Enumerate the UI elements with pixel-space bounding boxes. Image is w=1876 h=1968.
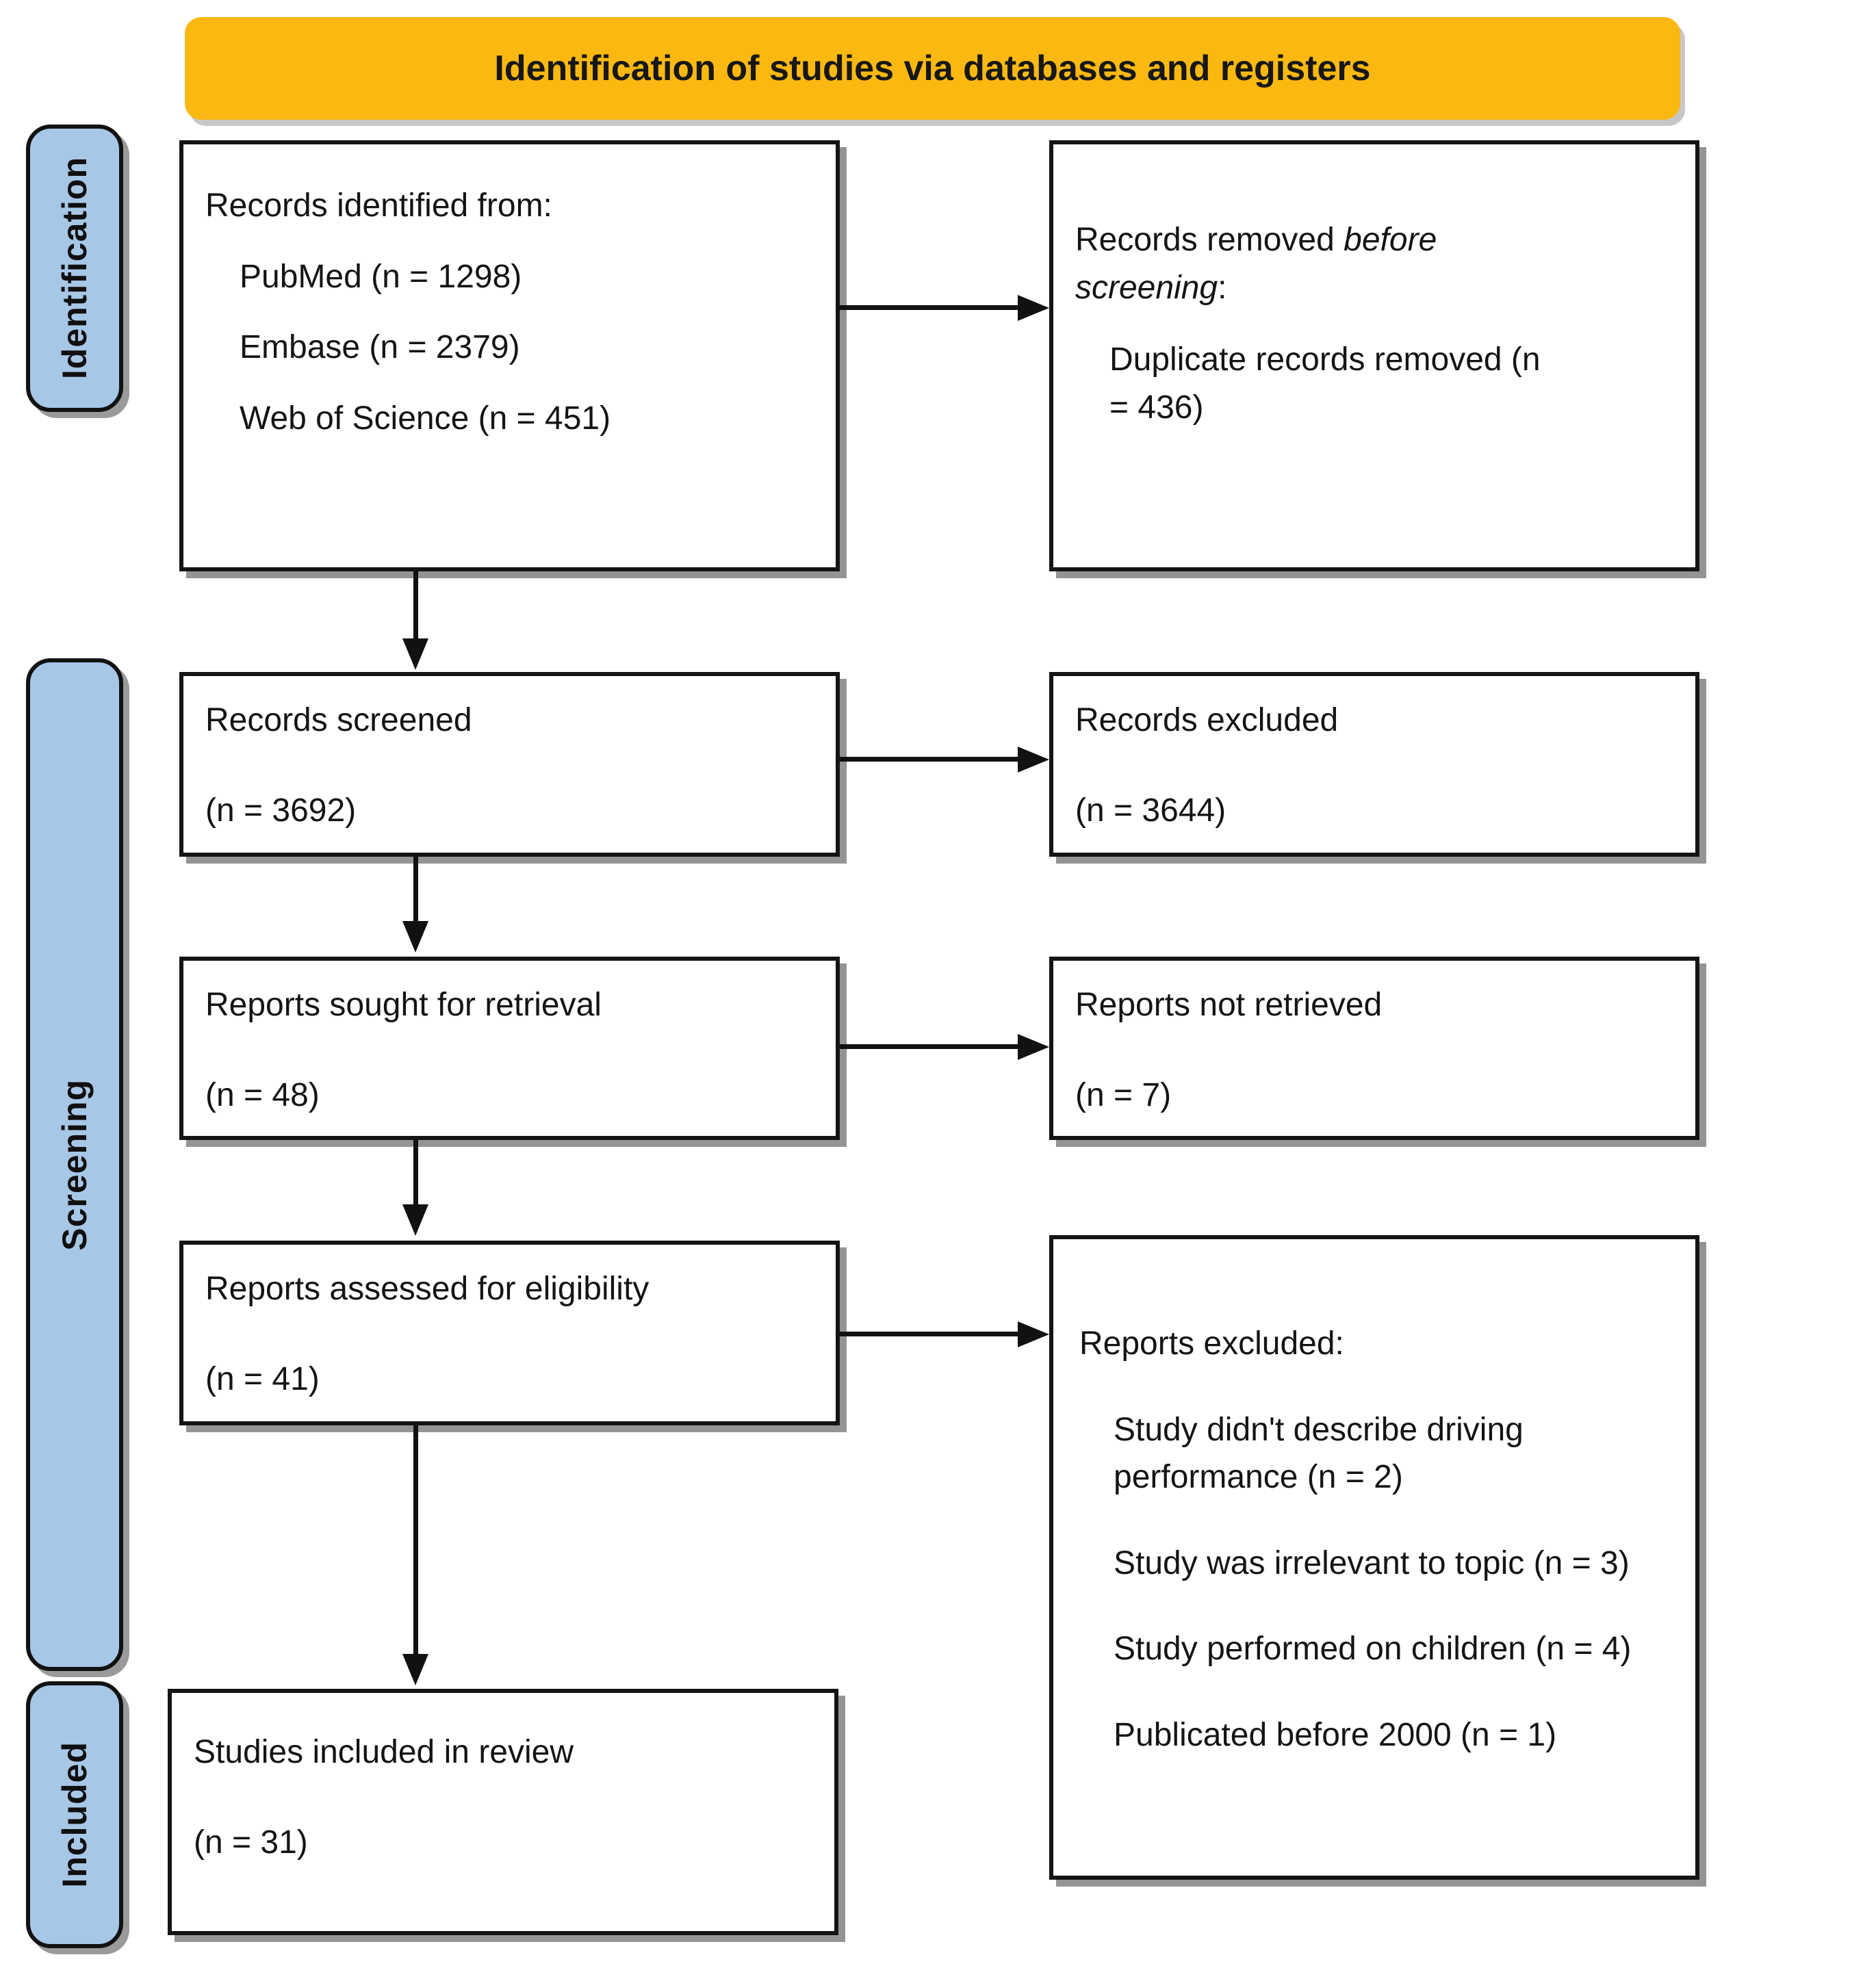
arrow-screened-to-sought-line — [413, 857, 418, 922]
box-records-identified-item-embase: Embase (n = 2379) — [240, 329, 520, 366]
arrow-assessed-to-included-head-icon — [402, 1654, 428, 1685]
box-records-removed-title-prefix: Records removed — [1075, 222, 1344, 258]
box-reports-excluded-title: Reports excluded: — [1079, 1325, 1344, 1362]
stage-label-identification — [26, 125, 123, 412]
banner — [185, 17, 1680, 120]
box-records-excluded-count: (n = 3644) — [1075, 792, 1226, 829]
box-records-screened — [179, 672, 840, 857]
arrow-assessed-to-reports-excluded-head-icon — [1018, 1321, 1049, 1347]
box-reports-not-retrieved-count: (n = 7) — [1075, 1076, 1172, 1113]
stage-label-included-text: Included — [55, 1742, 94, 1888]
box-records-removed-title — [1075, 216, 1506, 311]
arrow-sought-to-not-retrieved-line — [840, 1044, 1018, 1049]
arrow-sought-to-not-retrieved-head-icon — [1018, 1034, 1049, 1060]
box-reports-excluded-reason-1: Study didn't describe driving performance (n = 2) — [1114, 1411, 1524, 1496]
box-studies-included — [168, 1689, 838, 1935]
box-records-excluded-label: Records excluded — [1075, 702, 1339, 738]
box-reports-assessed — [179, 1241, 840, 1425]
box-records-identified-title: Records identified from: — [205, 187, 552, 224]
arrow-assessed-to-included-line — [413, 1425, 418, 1655]
box-reports-sought-label: Reports sought for retrieval — [205, 987, 602, 1023]
box-records-identified — [179, 140, 840, 571]
box-studies-included-count: (n = 31) — [194, 1824, 308, 1861]
box-studies-included-label: Studies included in review — [194, 1734, 574, 1770]
arrow-sought-to-assessed-head-icon — [402, 1204, 428, 1236]
box-records-removed-item-duplicates: Duplicate records removed (n = 436) — [1109, 341, 1541, 426]
box-records-identified-item-web-of-science: Web of Science (n = 451) — [240, 400, 611, 437]
box-reports-assessed-label: Reports assessed for eligibility — [205, 1271, 650, 1307]
box-records-removed-title-italic: before screening — [1075, 222, 1437, 306]
arrow-assessed-to-reports-excluded-line — [840, 1332, 1018, 1336]
arrow-identified-to-screened-head-icon — [402, 638, 428, 670]
box-records-excluded — [1049, 672, 1699, 857]
stage-label-included — [26, 1681, 123, 1948]
arrow-identified-to-removed-line — [840, 305, 1018, 310]
stage-label-screening-text: Screening — [55, 1078, 94, 1251]
stage-label-identification-text: Identification — [55, 157, 94, 380]
arrow-identified-to-screened-line — [413, 571, 418, 640]
box-reports-sought — [179, 957, 840, 1140]
box-records-screened-label: Records screened — [205, 702, 472, 738]
box-records-removed-title-suffix: : — [1218, 269, 1227, 306]
banner-title: Identification of studies via databases and registers — [494, 49, 1371, 88]
box-reports-excluded-reason-4: Publicated before 2000 (n = 1) — [1114, 1716, 1557, 1753]
box-reports-not-retrieved-label: Reports not retrieved — [1075, 987, 1383, 1023]
box-records-removed — [1049, 140, 1699, 571]
box-reports-sought-count: (n = 48) — [205, 1076, 320, 1113]
stage-label-screening — [26, 658, 123, 1671]
arrow-identified-to-removed-head-icon — [1018, 295, 1049, 321]
box-reports-excluded-reason-3: Study performed on children (n = 4) — [1114, 1631, 1632, 1668]
box-reports-assessed-count: (n = 41) — [205, 1360, 320, 1397]
arrow-screened-to-excluded-line — [840, 757, 1018, 762]
box-reports-not-retrieved — [1049, 957, 1699, 1140]
arrow-screened-to-sought-head-icon — [402, 921, 428, 953]
box-reports-excluded-reason-2: Study was irrelevant to topic (n = 3) — [1114, 1544, 1630, 1581]
box-reports-excluded — [1049, 1235, 1699, 1880]
arrow-screened-to-excluded-head-icon — [1018, 747, 1049, 773]
box-records-screened-count: (n = 3692) — [205, 792, 357, 829]
box-records-identified-item-pubmed: PubMed (n = 1298) — [240, 258, 522, 295]
arrow-sought-to-assessed-line — [413, 1140, 418, 1206]
